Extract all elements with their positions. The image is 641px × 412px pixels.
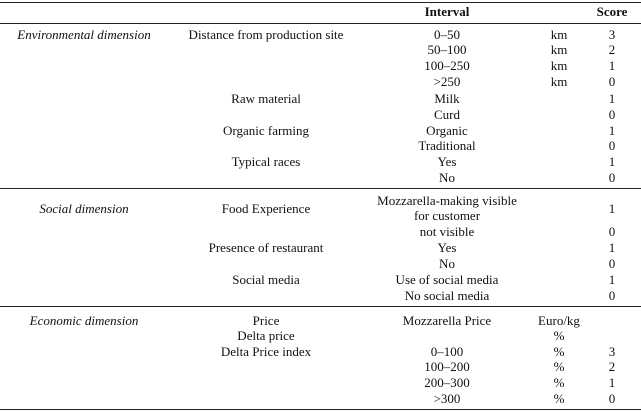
score-value: 0 <box>608 107 616 122</box>
score-value: 1 <box>608 201 616 216</box>
score-value: 0 <box>608 256 616 271</box>
interval-value: 100–250 <box>424 58 470 73</box>
interval-value: 100–200 <box>424 359 470 374</box>
score-value: 1 <box>608 91 616 106</box>
criterion-label: Food Experience <box>221 201 311 216</box>
score-value: 0 <box>608 391 616 406</box>
criterion-label: Raw material <box>231 91 301 106</box>
score-value: 1 <box>608 272 616 287</box>
unit-label: km <box>550 58 568 73</box>
interval-value: Use of social media <box>395 272 499 287</box>
unit-label: % <box>553 359 565 374</box>
criterion-label: Distance from production site <box>188 27 344 42</box>
interval-value: not visible <box>419 224 475 239</box>
unit-label: km <box>550 42 568 57</box>
criterion-label: Delta Price index <box>220 344 312 359</box>
unit-label: km <box>550 27 568 42</box>
header-score: Score <box>596 4 628 19</box>
interval-value: Mozzarella Price <box>402 313 492 328</box>
unit-label: % <box>553 344 565 359</box>
interval-value: 50–100 <box>427 42 467 57</box>
score-value: 3 <box>608 344 616 359</box>
interval-value: for customer <box>413 208 481 223</box>
criterion-label: Typical races <box>231 154 301 169</box>
score-value: 0 <box>608 138 616 153</box>
interval-value: No social media <box>404 288 490 303</box>
score-value: 1 <box>608 58 616 73</box>
interval-value: Yes <box>437 154 457 169</box>
dimension-label: Environmental dimension <box>17 27 151 42</box>
score-value: 1 <box>608 154 616 169</box>
interval-value: 0–50 <box>434 27 460 42</box>
score-value: 2 <box>608 359 616 374</box>
score-value: 2 <box>608 42 616 57</box>
criterion-label: Delta price <box>237 328 295 343</box>
unit-label: % <box>553 391 565 406</box>
score-value: 1 <box>608 375 616 390</box>
interval-value: Milk <box>434 91 460 106</box>
interval-value: Curd <box>434 107 460 122</box>
score-value: 0 <box>608 170 616 185</box>
interval-value: Mozzarella-making visible <box>377 193 517 208</box>
unit-label: km <box>550 74 568 89</box>
criterion-label: Presence of restaurant <box>208 240 324 255</box>
interval-value: >300 <box>433 391 461 406</box>
dimension-label: Social dimension <box>39 201 129 216</box>
interval-value: 200–300 <box>424 375 470 390</box>
score-value: 0 <box>608 224 616 239</box>
interval-value: 0–100 <box>430 344 464 359</box>
dimension-label: Economic dimension <box>29 313 139 328</box>
interval-value: >250 <box>433 74 461 89</box>
unit-label: % <box>553 328 565 343</box>
score-value: 3 <box>608 27 616 42</box>
interval-value: No <box>439 256 455 271</box>
score-value: 0 <box>608 288 616 303</box>
unit-label: % <box>553 375 565 390</box>
criterion-label: Social media <box>232 272 300 287</box>
header-interval: Interval <box>424 4 470 19</box>
criterion-label: Price <box>252 313 280 328</box>
interval-value: Traditional <box>418 138 476 153</box>
interval-value: Organic <box>426 123 468 138</box>
interval-value: No <box>439 170 455 185</box>
interval-value: Yes <box>437 240 457 255</box>
unit-label: Euro/kg <box>538 313 580 328</box>
criterion-label: Organic farming <box>222 123 310 138</box>
score-value: 1 <box>608 123 616 138</box>
score-value: 1 <box>608 240 616 255</box>
score-value: 0 <box>608 74 616 89</box>
